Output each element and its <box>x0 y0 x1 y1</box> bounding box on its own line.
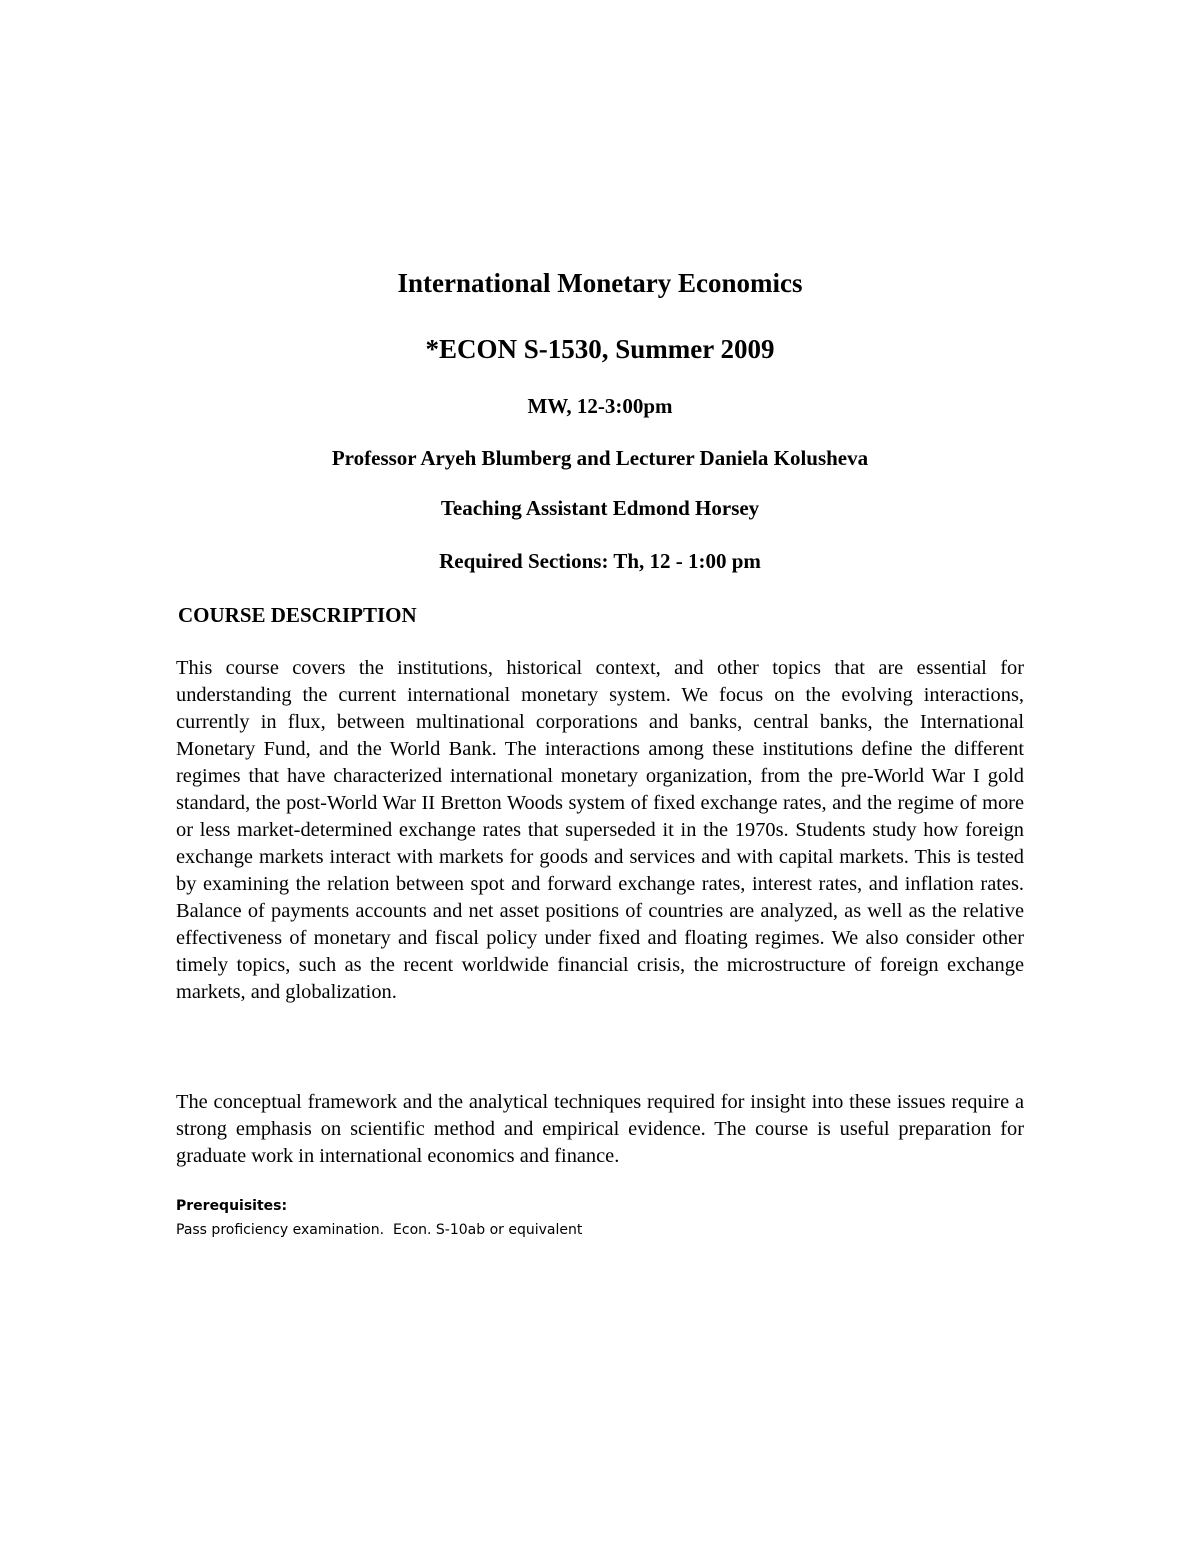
prerequisites-heading: Prerequisites: <box>176 1198 288 1214</box>
class-schedule: MW, 12-3:00pm <box>527 394 673 418</box>
course-code: *ECON S-1530, Summer 2009 <box>425 334 775 364</box>
course-description-paragraph: This course covers the institutions, historical context, and other topics that are essential for understanding the current international monetary system. We focus on the evolving interactions, currently in flux, between multinational corporations and banks, central banks, the International Monetary Fund, and the World Bank. The interactions among these institutions define the different regimes that have characterized international monetary organization, from the pre-World War I gold standard, the post-World War II Bretton Woods system of fixed exchange rates, and the regime of more or less market-determined exchange rates that superseded it in the 1970s. Students study how foreign exchange markets interact with markets for goods and services and with capital markets. This is tested by examining the relation between spot and forward exchange rates, interest rates, and inflation rates. Balance of payments accounts and net asset positions of countries are analyzed, as well as the relative effectiveness of monetary and fiscal policy under fixed and floating regimes. We also consider other timely topics, such as the recent worldwide financial crisis, the microstructure of foreign exchange markets, and globalization. <box>176 657 1024 1003</box>
teaching-assistant: Teaching Assistant Edmond Horsey <box>440 496 760 520</box>
document-title: International Monetary Economics <box>397 268 803 298</box>
course-description-heading: COURSE DESCRIPTION <box>178 603 417 627</box>
instructors: Professor Aryeh Blumberg and Lecturer Daniela Kolusheva <box>331 446 869 470</box>
course-description-paragraph: The conceptual framework and the analytical techniques required for insight into these issues require a strong emphasis on scientific method and empirical evidence. The course is useful preparation for graduate work in international economics and finance. <box>176 1091 1024 1167</box>
prerequisites-text: Pass proficiency examination. Econ. S-10ab or equivalent <box>176 1222 583 1238</box>
required-sections: Required Sections: Th, 12 - 1:00 pm <box>439 549 761 573</box>
